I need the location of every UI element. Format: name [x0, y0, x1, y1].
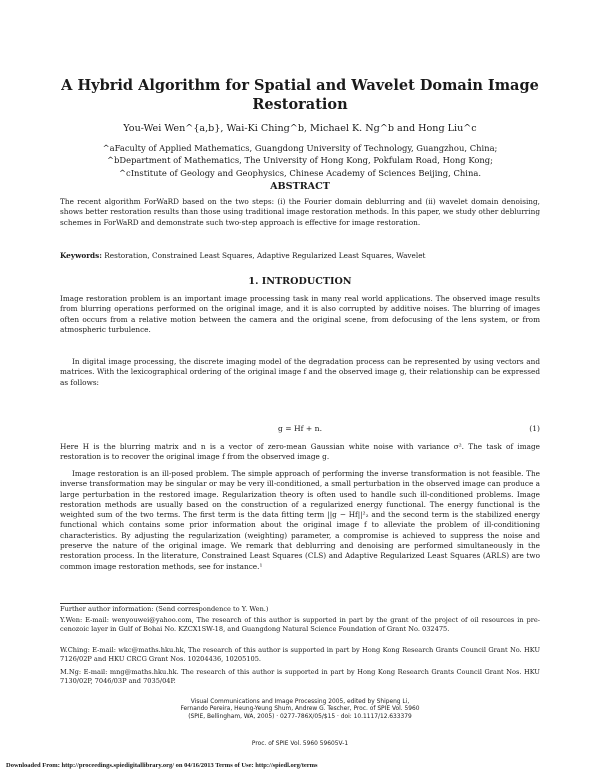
equation-body: g = Hf + n.	[278, 424, 322, 433]
affiliations	[40, 142, 560, 179]
affiliation-b: ^bDepartment of Mathematics, The University of Hong Kong, Pokfulam Road, Hong Kong;	[107, 155, 493, 166]
footnote-ching: W.Ching: E-mail: wkc@maths.hku.hk, The research of this author is supported in part by Hong Kong Research Grants Council Grant No. HKU 7126/02P and HKU CRCG Grant Nos. 10204436, 10205105.	[60, 646, 540, 663]
download-notice: Downloaded From: http://proceedings.spiedigitallibrary.org/ on 04/16/2013 Terms of Use: http://spiedl.org/terms	[6, 762, 318, 769]
intro-paragraph-3: Here H is the blurring matrix and n is a vector of zero-mean Gaussian white noise with variance σ². The task of image restoration is to recover the original image f from the observed image g.	[60, 442, 540, 462]
abstract-heading: ABSTRACT	[270, 181, 330, 192]
intro-paragraph-1: Image restoration problem is an important image processing task in many real world applications. The observed image results from blurring operations performed on the original image, and it is also corrupted by additive noises. The blurring of images often occurs from a relative motion between the camera and the original scene, from defocusing of the lens system, or from atmospheric turbulence.	[60, 294, 540, 334]
footnote-wen: Y.Wen: E-mail: wenyouwei@yahoo.com, The research of this author is supported in part by the grant of the project of oil resources in pre-cenozoic layer in Gulf of Bohai No. KZCX1SW-18, and Guangdong Natural Science Foundation of Grant No. 032475.	[60, 616, 540, 633]
equation-number: (1)	[529, 424, 540, 433]
keywords-text: Restoration, Constrained Least Squares, Adaptive Regularized Least Squares, Wavelet	[104, 251, 426, 260]
author-list: You-Wei Wen^{a,b}, Wai-Ki Ching^b, Michael K. Ng^b and Hong Liu^c	[123, 123, 477, 134]
equation-1	[60, 424, 540, 433]
affiliation-c: ^cInstitute of Geology and Geophysics, Chinese Academy of Sciences Beijing, China.	[118, 167, 481, 178]
conference-line-1: Visual Communications and Image Processing 2005, edited by Shipeng Li,	[190, 699, 410, 705]
page-footer: Proc. of SPIE Vol. 5960 59605V-1	[251, 741, 349, 747]
footnote-ng: M.Ng: E-mail: mng@maths.hku.hk. The research of this author is supported in part by Hong Kong Research Grants Council Grant Nos. HKU 7130/02P, 7046/03P and 7035/04P.	[60, 668, 540, 685]
footnote-divider	[60, 603, 200, 604]
paper-title: A Hybrid Algorithm for Spatial and Wavelet Domain Image Restoration	[61, 77, 539, 113]
keywords-label: Keywords:	[60, 251, 102, 260]
affiliation-a: ^aFaculty of Applied Mathematics, Guangdong University of Technology, Guangzhou, China;	[102, 143, 498, 153]
intro-paragraph-2: In digital image processing, the discrete imaging model of the degradation process can be represented by using vectors and matrices. With the lexicographical ordering of the original image f and the observed image g, their relationship can be expressed as follows:	[60, 357, 540, 387]
conference-line-3: (SPIE, Bellingham, WA, 2005) · 0277-786X/05/$15 · doi: 10.1117/12.633379	[188, 713, 412, 720]
conference-info	[150, 699, 450, 721]
section-heading-introduction: 1. INTRODUCTION	[248, 276, 352, 287]
abstract-text: The recent algorithm ForWaRD based on the two steps: (i) the Fourier domain deblurring and (ii) wavelet domain denoising, shows better restoration results than those using traditional image restoration methods. In this paper, we study other deblurring schemes in ForWaRD and demonstrate such two-step approach is effective for image restoration.	[60, 197, 540, 227]
footnote-correspondence: Further author information: (Send correspondence to Y. Wen.)	[60, 605, 269, 613]
conference-line-2: Fernando Pereira, Heung-Yeung Shum, Andrew G. Tescher, Proc. of SPIE Vol. 5960	[180, 706, 420, 713]
intro-paragraph-4: Image restoration is an ill-posed problem. The simple approach of performing the inverse transformation is not feasible. The inverse transformation may be singular or may be very ill-conditioned, a small perturbation in the observed image can produce a large perturbation in the restored image. Regularization theory is often used to handle such ill-conditioned problems. Image restoration methods are usually based on the construction of a regularized energy functional. The energy functional is the weighted sum of the two terms. The first term is the data fitting term ||g − Hf||²₂ and the second term is the stabilized energy functional which contains some prior information about the original image f to alleviate the problem of ill-conditioning characteristics. By adjusting the regularization (weighting) parameter, a compromise is achieved to suppress the noise and preserve the nature of the original image. We remark that deblurring and denoising are performed simultaneously in the restoration process. In the literature, Constrained Least Squares (CLS) and Adaptive Regularized Least Squares (ARLS) are two common image restoration methods, see for instance.¹	[60, 469, 540, 571]
keywords-line	[60, 251, 540, 261]
